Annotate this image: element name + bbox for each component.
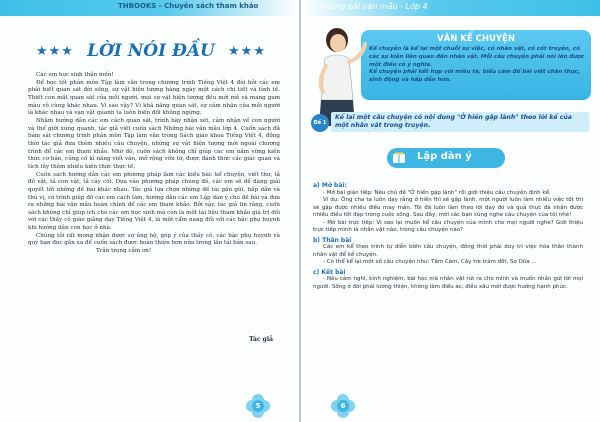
preface-title-row [36,38,266,64]
preface-paragraph: Chúng tôi rất mong nhận được sự ủng hộ, góp ý của thầy cô, các bậc phụ huynh và quý bạn đọc gần xa để cuốn sách được hoàn thiện hơn nữa trong lần tái bản sau. [28,232,280,247]
left-header-text: THBOOKS - Chuyên sách tham khảo [118,2,259,10]
outline-heading: b) Thân bài [313,236,352,244]
title-stars-left: ★★★ [36,43,74,59]
outline-body [313,180,583,291]
section-label: Lập dàn ý [417,151,472,162]
preface-paragraph: Trân trọng cảm ơn! [96,248,152,255]
task-badge: Đề 1 [311,114,329,132]
outline-text: Các em kể theo trình tự diễn biến câu chuyện, đồng thời phải duy trì việc hóa thân thành nhân vật để kể chuyện. [313,244,583,258]
topic-line: Kể chuyện phải kết hợp với miêu tả, biểu cảm để bài viết chân thực, sinh động và hấp dẫn hơn. [369,69,580,84]
outline-heading: c) Kết bài [313,268,346,276]
preface-paragraph: Các em học sinh thân mến! [36,72,114,78]
page-number: 5 [252,400,264,412]
page-title: LỜI NÓI ĐẦU [87,41,215,61]
outline-text: - Nêu cảm nghĩ, kinh nghiệm, bài học mà nhân vật rút ra cho mình và muốn nhắn gửi tới mọi người. Sống ở đời phải lương thiện, không làm điều ác, điều xấu mới được hưởng hạnh phúc. [313,276,583,290]
topic-box [361,30,591,100]
left-page [0,0,299,422]
preface-paragraph: Để học tốt phân môn Tập làm văn trong chương trình Tiếng Việt 4 đòi hỏi các em phải biết quan sát đời sống, sự vật hiện tượng hàng ngày một cách chi tiết và tỉnh tế. Thiết con mắt quan sát của mỗi người, mọi sự vật hiện tượng đều mới mẻ và mang gam màu vô cùng khác nhau. Vì sao vậy? Vì khả năng quan sát, sự cảm nhận của mỗi người là khác nhau và vạn vật quanh ta luôn biến đổi không ngừng. [28,79,280,117]
right-header-text: Những bài văn mẫu - Lớp 4 [319,2,428,11]
flower-page-badge-icon [331,394,355,418]
topic-title: VĂN KỂ CHUYỆN [437,34,515,44]
preface-paragraph: Nhằm hướng dẫn các em cách quan sát, trình bày nhận xét, cảm nhận về con người và thế giới xung quanh, tác giả viết cuốn sách Những bài văn mẫu lớp 4. Cuốn sách đã bám sát chương trình phân môn Tập làm văn trong Sách giáo khoa Tiếng Việt 4, đồng thời tác giả đưa thêm nhiều câu chuyện, những sự vật hiện tượng mới ngoài chương trình để các em tham khảo. Nhờ đó, cuốn sách không chỉ giúp các em nắm vững kiến thức cơ bản, củng cố kĩ năng viết văn, mở rộng vốn từ, được đánh thức các giác quan và tích lũy thêm nhiều kiến thức thực tế. [28,117,280,170]
signature: Tác giả [249,336,273,343]
task-prompt: Kể lại một câu chuyện có nội dung "Ở hiền gặp lành" theo lời kể của một nhân vật trong truyện. [331,112,589,132]
right-header-bar [301,0,600,16]
topic-line: Kể chuyện là kể lại một chuỗi sự việc, có nhân vật, có cốt truyện, có các sự kiện liên quan đến nhân vật. Mỗi câu chuyện phải nói lên được một điều có ý nghĩa. [369,46,585,68]
outline-text: - Mở bài trực tiếp: Vì sao lại muốn kể câu chuyện của mình cho mọi người nghe? Giới thiệu trực tiếp mình là nhân vật nào, trong câu chuyện nào? [313,219,583,233]
left-header-bar [0,0,299,16]
outline-text: - Có thể kể lại một số câu chuyện như: Tấm Cám, Cây tre trăm đốt, Sọ Dừa ... [323,259,537,265]
outline-heading: a) Mở bài: [313,182,347,189]
page-number: 6 [337,400,349,412]
right-page [301,0,600,422]
flower-page-badge-icon [246,394,270,418]
preface-paragraph: Cuốn sách hướng dẫn các em phương pháp làm các kiểu bài: kể chuyện, viết thư, tả đồ vật, tả con vật, tả cây cối. Dựa vào phương pháp chung đó, các em sẽ dễ dàng giải quyết tốt những đề bài khác nhau. Tác giả lựa chọn những đề tài gần gũi, hấp dẫn và thú vị, có trình giúp đỡ các em cách làm, hướng dẫn các em Lập dàn ý cho đề bài và đưa ra những bài văn mẫu hoàn chỉnh để các em tham khảo. Bởi vậy, tác giả tin rằng, cuốn sách không chỉ giúp ích cho các em học sinh mà còn là một tài liệu tham khảo giá trị đối với các thầy cô giáo giảng dạy Tiếng Việt 4, là một cẩm nang đối với các bậc phụ huynh khi hướng dẫn con học ở nhà. [28,171,280,232]
preface-body [28,72,280,256]
title-stars-right: ★★★ [228,43,266,59]
book-icon [392,151,406,165]
outline-text: Ví dụ: Ông cha ta luôn dạy rằng ở hiền thì sẽ gặp lành, một người luôn làm nhiều việc tốt thì sẽ gặp được nhiều điều may mắn. Tôi đã luôn làm theo lời dạy đó và quả thực đã nhận được nhiều điều tốt đẹp trong cuộc sống. Sau đây, mời các bạn cùng nghe câu chuyện của tôi nhé! [313,197,583,218]
section-header [387,148,505,168]
topic-body [369,46,585,85]
outline-text: - Mở bài gián tiếp: Nêu chủ đề "Ở hiền gặp lành" rồi giới thiệu câu chuyện định kể. [323,189,551,196]
